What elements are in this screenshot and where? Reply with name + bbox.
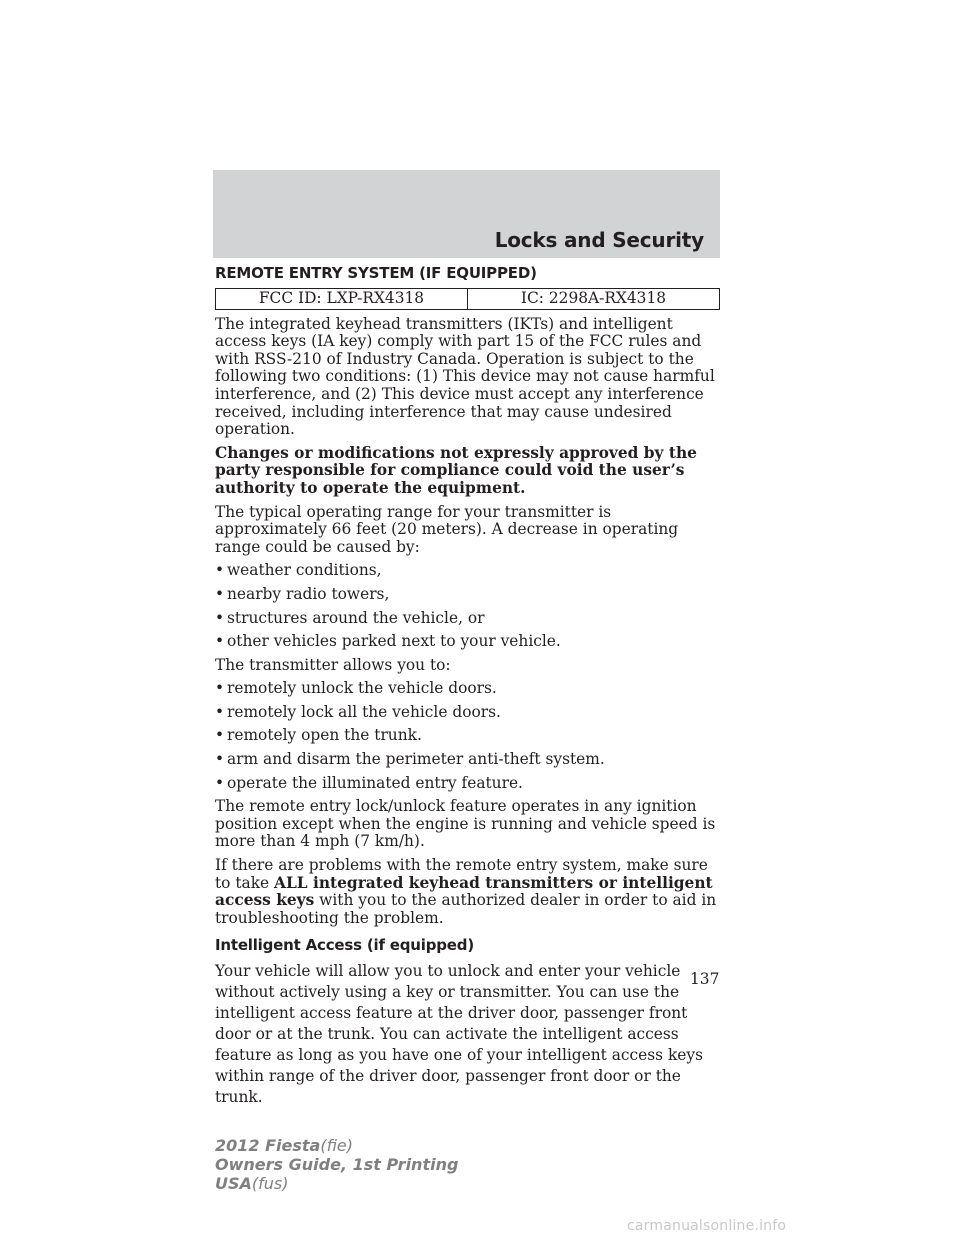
id-table <box>215 288 720 310</box>
intelligent-access-paragraph: Your vehicle will allow you to unlock and enter your vehicle without actively using a key or transmitter. You can use the intelligent access feature at the driver door, passenger front door or at the trunk. You can activate the intelligent access feature as long as you have one of your intelligent access keys within range of the driver door, passenger front door or the trunk. <box>215 962 703 1106</box>
list-item: • nearby radio towers, <box>215 584 390 603</box>
ic-id-cell: IC: 2298A-RX4318 <box>468 288 720 309</box>
section-title: Locks and Security <box>494 228 704 252</box>
warning-paragraph: Changes or modifications not expressly approved by the party responsible for compliance could void the user’s authority to operate the equipment. <box>215 443 697 497</box>
fcc-id-cell: FCC ID: LXP-RX4318 <box>216 288 468 309</box>
list-item: • remotely open the trunk. <box>215 726 422 745</box>
list-item: • remotely unlock the vehicle doors. <box>215 679 497 698</box>
page-number: 137 <box>690 970 720 988</box>
section-header-band <box>213 170 720 258</box>
list-item: • structures around the vehicle, or <box>215 608 485 627</box>
compliance-paragraph: The integrated keyhead transmitters (IKTs) and intelligent access keys (IA key) comply with part 15 of the FCC rules and with RSS-210 of Industry Canada. Operation is subject to the following two conditions: (1) This device may not cause harmful interference, and (2) This device must accept any interference received, including interference that may cause undesired operation. <box>215 314 715 439</box>
intelligent-access-heading: Intelligent Access (if equipped) <box>215 936 474 955</box>
range-paragraph: The typical operating range for your transmitter is approximately 66 feet (20 meters). A decrease in operating range could be caused by: <box>215 502 679 556</box>
document-footer: 2012 Fiesta(fie) Owners Guide, 1st Printing USA(fus) <box>215 1136 459 1193</box>
list-item: • weather conditions, <box>215 561 382 580</box>
list-item: • remotely lock all the vehicle doors. <box>215 702 501 721</box>
problems-paragraph: If there are problems with the remote entry system, make sure to take ALL integrated keyhead transmitters or intelligent access keys with you to the authorized dealer in order to aid in troubleshooting the problem. <box>215 856 717 927</box>
list-item: • other vehicles parked next to your vehicle. <box>215 632 561 651</box>
list-item: • arm and disarm the perimeter anti-theft system. <box>215 750 605 769</box>
ignition-paragraph: The remote entry lock/unlock feature operates in any ignition position except when the engine is running and vehicle speed is more than 4 mph (7 km/h). <box>215 797 716 851</box>
list-item: • operate the illuminated entry feature. <box>215 773 523 792</box>
page-content <box>215 265 720 1114</box>
remote-entry-heading: REMOTE ENTRY SYSTEM (IF EQUIPPED) <box>215 264 537 282</box>
watermark: carmanualsonline.info <box>627 1218 787 1234</box>
allows-intro: The transmitter allows you to: <box>215 655 451 674</box>
